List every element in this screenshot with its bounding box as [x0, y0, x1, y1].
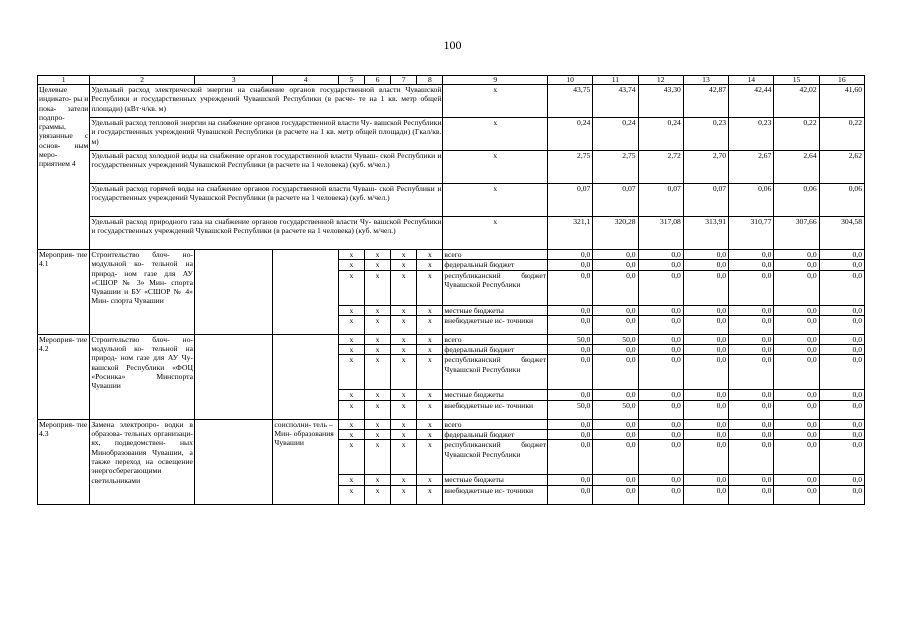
budget-code: x: [417, 400, 443, 419]
header-row: [38, 76, 865, 85]
funding-value: 0,0: [729, 390, 774, 400]
funding-value: 0,0: [729, 334, 774, 344]
funding-value: 0,0: [774, 260, 819, 270]
budget-code: x: [391, 400, 417, 419]
indicator-value: 317,08: [638, 217, 683, 250]
column-number: 9: [443, 76, 548, 85]
budget-code: x: [364, 390, 390, 400]
column-number: 13: [683, 76, 728, 85]
indicator-value: 2,62: [819, 151, 864, 184]
funding-value: 0,0: [774, 390, 819, 400]
measure-description: Замена электропро- водки в образова- тельных организаци- ях, подведомствен- ных Минобразования Чувашии, а также переход на освещение энергосберегающими светильниками: [90, 419, 195, 504]
budget-code: x: [391, 355, 417, 390]
budget-code: x: [364, 270, 390, 305]
funding-value: 0,0: [683, 400, 728, 419]
funding-value: 0,0: [548, 430, 593, 440]
funding-value: 0,0: [729, 485, 774, 504]
table-body: [38, 76, 865, 505]
funding-value: 0,0: [729, 430, 774, 440]
budget-code: x: [391, 440, 417, 475]
funding-source: внебюджетные ис- точники: [443, 315, 548, 334]
program-table: [37, 75, 865, 505]
funding-value: 0,0: [638, 440, 683, 475]
budget-code: x: [364, 485, 390, 504]
funding-value: 0,0: [548, 260, 593, 270]
budget-code: x: [338, 260, 364, 270]
indicator-value: 2,75: [548, 151, 593, 184]
funding-value: 0,0: [548, 390, 593, 400]
indicator-value: 42,44: [729, 85, 774, 118]
funding-value: 0,0: [729, 475, 774, 485]
budget-code: x: [417, 419, 443, 429]
funding-value: 0,0: [548, 440, 593, 475]
funding-value: 0,0: [774, 334, 819, 344]
budget-code: x: [391, 430, 417, 440]
indicator-value: 42,87: [683, 85, 728, 118]
budget-code: x: [417, 270, 443, 305]
funding-value: 0,0: [819, 250, 864, 260]
column-number: 11: [593, 76, 638, 85]
indicator-value: 0,06: [819, 184, 864, 217]
indicator-value: 0,23: [683, 118, 728, 151]
budget-code: x: [391, 475, 417, 485]
budget-code: x: [364, 355, 390, 390]
budget-code: x: [338, 390, 364, 400]
budget-code: x: [391, 390, 417, 400]
funding-value: 0,0: [593, 250, 638, 260]
funding-value: 0,0: [683, 345, 728, 355]
budget-code: x: [417, 305, 443, 315]
funding-value: 0,0: [593, 390, 638, 400]
funding-value: 0,0: [548, 270, 593, 305]
indicator-value: 0,07: [593, 184, 638, 217]
funding-value: 0,0: [683, 390, 728, 400]
funding-value: 0,0: [774, 400, 819, 419]
indicator-mark: x: [443, 85, 548, 118]
funding-value: 0,0: [729, 270, 774, 305]
funding-value: 0,0: [729, 250, 774, 260]
budget-code: x: [391, 419, 417, 429]
funding-source: федеральный бюджет: [443, 430, 548, 440]
funding-source: республиканский бюджет Чувашской Республики: [443, 270, 548, 305]
funding-value: 0,0: [819, 475, 864, 485]
budget-code: x: [338, 475, 364, 485]
funding-value: 0,0: [819, 400, 864, 419]
indicator-mark: x: [443, 217, 548, 250]
budget-code: x: [364, 400, 390, 419]
funding-value: 0,0: [819, 345, 864, 355]
indicator-value: 43,74: [593, 85, 638, 118]
indicator-value: 2,72: [638, 151, 683, 184]
funding-value: 0,0: [819, 430, 864, 440]
measure-description: Строительство блоч- но-модульной ко- тельной на природ- ном газе для АУ Чу- вашской Республики «ФОЦ «Росинка» Минспорта Чувашии: [90, 334, 195, 419]
funding-value: 0,0: [683, 315, 728, 334]
funding-value: 0,0: [774, 305, 819, 315]
indicator-mark: x: [443, 151, 548, 184]
budget-code: x: [364, 475, 390, 485]
funding-value: 0,0: [774, 250, 819, 260]
funding-value: 0,0: [729, 305, 774, 315]
indicator-name: Удельный расход горячей воды на снабжение органов государственной власти Чуваш- ской Республики и государственных учреждений Чувашской Республики (в расчете на 1 человека) (куб. м/чел.): [90, 184, 443, 217]
budget-code: x: [364, 440, 390, 475]
measure-label: Мероприя- тие 4.3: [38, 419, 90, 504]
funding-value: 50,0: [548, 334, 593, 344]
indicator-value: 304,58: [819, 217, 864, 250]
measure-label: Мероприя- тие 4.1: [38, 250, 90, 335]
indicator-value: 307,66: [774, 217, 819, 250]
funding-value: 0,0: [774, 440, 819, 475]
funding-source: республиканский бюджет Чувашской Республики: [443, 355, 548, 390]
column-number: 12: [638, 76, 683, 85]
funding-value: 0,0: [729, 315, 774, 334]
page-number: 100: [443, 38, 462, 52]
budget-code: x: [338, 270, 364, 305]
indicator-value: 2,70: [683, 151, 728, 184]
funding-value: 0,0: [638, 400, 683, 419]
funding-value: 0,0: [774, 270, 819, 305]
funding-value: 0,0: [638, 305, 683, 315]
funding-value: 0,0: [638, 315, 683, 334]
funding-value: 0,0: [548, 485, 593, 504]
funding-value: 0,0: [774, 345, 819, 355]
funding-value: 0,0: [819, 315, 864, 334]
funding-source: федеральный бюджет: [443, 260, 548, 270]
budget-code: x: [417, 355, 443, 390]
funding-value: 0,0: [774, 419, 819, 429]
funding-value: 0,0: [548, 475, 593, 485]
funding-value: 0,0: [548, 345, 593, 355]
indicator-name: Удельный расход холодной воды на снабжение органов государственной власти Чуваш- ской Республики и государственных учреждений Чувашской Республики (в расчете на 1 человека) (куб. м/чел.): [90, 151, 443, 184]
budget-code: x: [364, 430, 390, 440]
indicators-label: Целевые индикато- ры и пока- затели подпро- граммы, увязанные с основ- ным меро- приятием 4: [38, 85, 90, 250]
indicator-value: 320,28: [593, 217, 638, 250]
indicator-value: 0,24: [638, 118, 683, 151]
column-number: 7: [391, 76, 417, 85]
indicator-value: 0,24: [548, 118, 593, 151]
budget-code: x: [364, 260, 390, 270]
indicator-value: 43,30: [638, 85, 683, 118]
funding-source: внебюджетные ис- точники: [443, 485, 548, 504]
indicator-mark: x: [443, 118, 548, 151]
column-number: 3: [194, 76, 272, 85]
funding-value: 0,0: [638, 390, 683, 400]
funding-source: местные бюджеты: [443, 475, 548, 485]
measure-row: [38, 250, 865, 260]
funding-value: 0,0: [638, 475, 683, 485]
funding-value: 0,0: [638, 250, 683, 260]
funding-value: 0,0: [819, 419, 864, 429]
funding-value: 0,0: [819, 270, 864, 305]
funding-value: 0,0: [819, 260, 864, 270]
indicator-row: [38, 184, 865, 217]
funding-value: 0,0: [683, 419, 728, 429]
funding-value: 0,0: [548, 419, 593, 429]
funding-source: местные бюджеты: [443, 305, 548, 315]
funding-value: 0,0: [593, 440, 638, 475]
funding-source: внебюджетные ис- точники: [443, 400, 548, 419]
indicator-value: 43,75: [548, 85, 593, 118]
budget-code: x: [417, 390, 443, 400]
column-number: 6: [364, 76, 390, 85]
budget-code: x: [391, 260, 417, 270]
budget-code: x: [417, 250, 443, 260]
budget-code: x: [391, 305, 417, 315]
budget-code: x: [417, 334, 443, 344]
funding-value: 0,0: [548, 315, 593, 334]
indicator-value: 310,77: [729, 217, 774, 250]
indicator-value: 2,75: [593, 151, 638, 184]
budget-code: x: [364, 419, 390, 429]
funding-value: 0,0: [729, 419, 774, 429]
indicator-value: 313,91: [683, 217, 728, 250]
column-number: 4: [273, 76, 338, 85]
funding-value: 0,0: [593, 355, 638, 390]
measure-description: Строительство блоч- но-модульной ко- тельной на природ- ном газе для АУ «СШОР № 3» Мин- спорта Чувашии и БУ «СШОР № 4» Мин- спорта Чувашии: [90, 250, 195, 335]
indicator-value: 0,22: [774, 118, 819, 151]
indicator-row: [38, 85, 865, 118]
funding-value: 0,0: [638, 485, 683, 504]
indicator-value: 2,64: [774, 151, 819, 184]
measure-row: [38, 334, 865, 344]
funding-source: всего: [443, 419, 548, 429]
measure-empty-cell: [194, 250, 272, 335]
budget-code: x: [417, 260, 443, 270]
funding-source: местные бюджеты: [443, 390, 548, 400]
budget-code: x: [338, 345, 364, 355]
indicator-value: 0,07: [638, 184, 683, 217]
column-number: 5: [338, 76, 364, 85]
funding-value: 0,0: [548, 355, 593, 390]
budget-code: x: [391, 485, 417, 504]
budget-code: x: [364, 250, 390, 260]
funding-source: федеральный бюджет: [443, 345, 548, 355]
budget-code: x: [391, 250, 417, 260]
funding-value: 0,0: [729, 355, 774, 390]
funding-value: 0,0: [638, 260, 683, 270]
column-number: 1: [38, 76, 90, 85]
indicator-value: 0,06: [729, 184, 774, 217]
funding-value: 0,0: [774, 430, 819, 440]
budget-code: x: [338, 485, 364, 504]
budget-code: x: [338, 430, 364, 440]
funding-value: 0,0: [593, 270, 638, 305]
measure-responsible: [273, 250, 338, 335]
measure-empty-cell: [194, 334, 272, 419]
budget-code: x: [338, 334, 364, 344]
indicator-value: 0,22: [819, 118, 864, 151]
budget-code: x: [338, 250, 364, 260]
funding-value: 0,0: [819, 390, 864, 400]
budget-code: x: [417, 315, 443, 334]
funding-value: 0,0: [774, 355, 819, 390]
funding-value: 0,0: [729, 260, 774, 270]
budget-code: x: [391, 315, 417, 334]
funding-value: 0,0: [683, 250, 728, 260]
column-number: 10: [548, 76, 593, 85]
funding-value: 0,0: [548, 305, 593, 315]
funding-source: всего: [443, 250, 548, 260]
funding-value: 0,0: [819, 485, 864, 504]
column-number: 15: [774, 76, 819, 85]
indicator-row: [38, 217, 865, 250]
indicator-value: 321,1: [548, 217, 593, 250]
funding-value: 50,0: [548, 400, 593, 419]
budget-code: x: [364, 305, 390, 315]
indicator-row: [38, 151, 865, 184]
budget-code: x: [391, 345, 417, 355]
indicator-name: Удельный расход тепловой энергии на снабжение органов государственной власти Чу- вашской Республики и государственных учреждений Чувашской Республики (в расчете на 1 кв. метр общей площади) (Гкал/кв. м): [90, 118, 443, 151]
indicator-name: Удельный расход природного газа на снабжение органов государственной власти Чу- вашской Республики и государственных учреждений Чувашской Республики (в расчете на 1 человека) (куб. м/чел.): [90, 217, 443, 250]
funding-value: 0,0: [683, 270, 728, 305]
column-number: 16: [819, 76, 864, 85]
budget-code: x: [391, 270, 417, 305]
funding-value: 0,0: [729, 440, 774, 475]
funding-source: всего: [443, 334, 548, 344]
funding-value: 0,0: [683, 305, 728, 315]
indicator-value: 0,24: [593, 118, 638, 151]
indicator-row: [38, 118, 865, 151]
funding-value: 0,0: [593, 419, 638, 429]
funding-value: 0,0: [729, 345, 774, 355]
budget-code: x: [338, 400, 364, 419]
funding-value: 0,0: [638, 430, 683, 440]
funding-value: 0,0: [774, 485, 819, 504]
indicator-value: 0,23: [729, 118, 774, 151]
funding-source: республиканский бюджет Чувашской Республики: [443, 440, 548, 475]
funding-value: 0,0: [638, 419, 683, 429]
indicator-value: 2,67: [729, 151, 774, 184]
indicator-mark: x: [443, 184, 548, 217]
budget-code: x: [417, 485, 443, 504]
column-number: 8: [417, 76, 443, 85]
indicator-value: 42,02: [774, 85, 819, 118]
funding-value: 50,0: [593, 334, 638, 344]
budget-code: x: [364, 345, 390, 355]
funding-value: 0,0: [593, 485, 638, 504]
funding-value: 0,0: [593, 475, 638, 485]
funding-value: 50,0: [593, 400, 638, 419]
funding-value: 0,0: [774, 475, 819, 485]
funding-value: 0,0: [683, 475, 728, 485]
funding-value: 0,0: [683, 260, 728, 270]
funding-value: 0,0: [638, 355, 683, 390]
funding-value: 0,0: [593, 345, 638, 355]
indicator-value: 0,07: [683, 184, 728, 217]
budget-code: x: [338, 315, 364, 334]
budget-code: x: [417, 345, 443, 355]
funding-value: 0,0: [638, 334, 683, 344]
budget-code: x: [338, 419, 364, 429]
indicator-value: 41,60: [819, 85, 864, 118]
budget-code: x: [338, 305, 364, 315]
funding-value: 0,0: [548, 250, 593, 260]
funding-value: 0,0: [593, 315, 638, 334]
funding-value: 0,0: [593, 260, 638, 270]
indicator-name: Удельный расход электрической энергии на снабжение органов государственной власти Чувашской Республики и государственных учреждений Чувашской Республики (в расче- те на 1 кв. метр общей площади) (кВт·ч/кв. м): [90, 85, 443, 118]
funding-value: 0,0: [593, 430, 638, 440]
funding-value: 0,0: [638, 345, 683, 355]
column-number: 2: [90, 76, 195, 85]
measure-responsible: [273, 334, 338, 419]
budget-code: x: [364, 334, 390, 344]
funding-value: 0,0: [593, 305, 638, 315]
funding-value: 0,0: [819, 355, 864, 390]
measure-row: [38, 419, 865, 429]
budget-code: x: [338, 355, 364, 390]
budget-code: x: [338, 440, 364, 475]
funding-value: 0,0: [683, 440, 728, 475]
indicator-value: 0,07: [548, 184, 593, 217]
funding-value: 0,0: [819, 305, 864, 315]
budget-code: x: [417, 430, 443, 440]
budget-code: x: [417, 475, 443, 485]
funding-value: 0,0: [729, 400, 774, 419]
indicator-value: 0,06: [774, 184, 819, 217]
budget-code: x: [417, 440, 443, 475]
funding-value: 0,0: [683, 355, 728, 390]
measure-label: Мероприя- тие 4.2: [38, 334, 90, 419]
funding-value: 0,0: [683, 430, 728, 440]
budget-code: x: [364, 315, 390, 334]
funding-value: 0,0: [819, 334, 864, 344]
funding-value: 0,0: [819, 440, 864, 475]
budget-code: x: [391, 334, 417, 344]
funding-value: 0,0: [774, 315, 819, 334]
measure-responsible: соисполни- тель – Мин- образования Чувашии: [273, 419, 338, 504]
measure-empty-cell: [194, 419, 272, 504]
funding-value: 0,0: [683, 485, 728, 504]
column-number: 14: [729, 76, 774, 85]
funding-value: 0,0: [638, 270, 683, 305]
funding-value: 0,0: [683, 334, 728, 344]
